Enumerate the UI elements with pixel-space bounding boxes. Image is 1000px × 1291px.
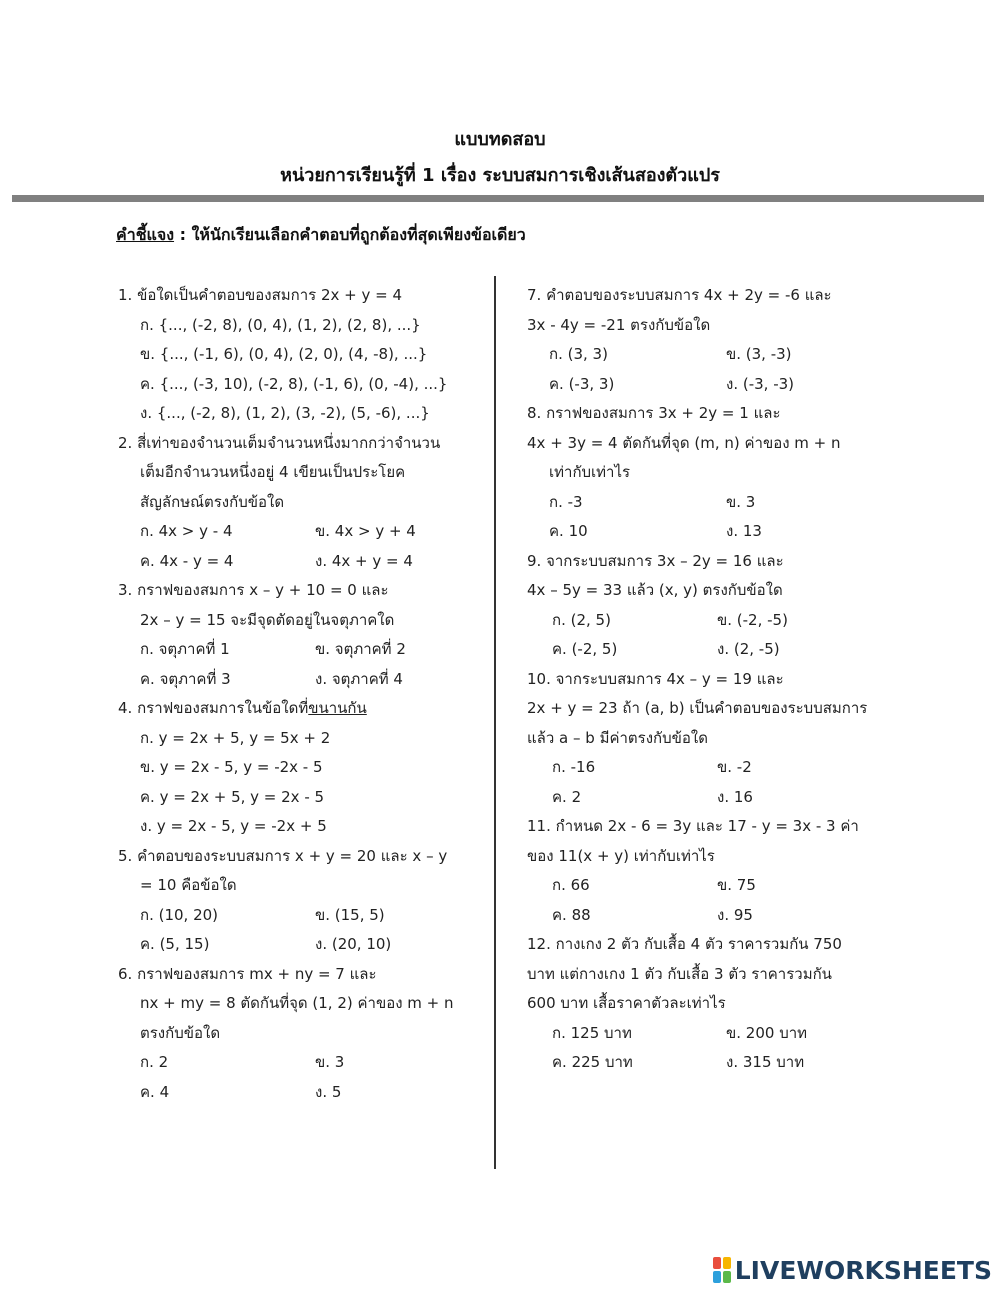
question-12-text: 12. กางเกง 2 ตัว กับเสื้อ 4 ตัว ราคารวมกัน 750: [527, 935, 842, 953]
question-2-option-d[interactable]: ง. 4x + y = 4: [315, 551, 413, 570]
question-10-text-cont: 2x + y = 23 ถ้า (a, b) เป็นคำตอบของระบบสมการ: [527, 699, 868, 717]
question-11-text: 11. กำหนด 2x - 6 = 3y และ 17 - y = 3x - 3 ค่า: [527, 817, 859, 835]
questions-right-column: [527, 281, 917, 1078]
instructions: [116, 223, 526, 248]
question-8-text: 8. กราฟของสมการ 3x + 2y = 1 และ: [527, 404, 781, 422]
question-4-option-c[interactable]: ค. y = 2x + 5, y = 2x - 5: [140, 787, 325, 806]
question-6-text: 6. กราฟของสมการ mx + ny = 7 และ: [118, 964, 377, 983]
question-3-option-c[interactable]: ค. จตุภาคที่ 3: [140, 669, 231, 688]
question-10-text-cont: แล้ว a – b มีค่าตรงกับข้อใด: [527, 728, 708, 747]
question-12-text-cont: บาท แต่กางเกง 1 ตัว กับเสื้อ 3 ตัว ราคารวมกัน: [527, 964, 832, 983]
liveworksheets-logo-icon: [713, 1257, 731, 1283]
question-9-text-cont: 4x – 5y = 33 แล้ว (x, y) ตรงกับข้อใด: [527, 581, 783, 599]
header-divider: [12, 195, 984, 202]
question-11-option-d[interactable]: ง. 95: [717, 905, 753, 924]
question-8-text-cont: เท่ากับเท่าไร: [549, 463, 631, 481]
question-12-option-d[interactable]: ง. 315 บาท: [726, 1053, 805, 1071]
question-8-option-d[interactable]: ง. 13: [726, 522, 762, 540]
question-3-option-d[interactable]: ง. จตุภาคที่ 4: [315, 669, 403, 688]
question-9-option-a[interactable]: ก. (2, 5): [552, 610, 611, 629]
question-2-option-a[interactable]: ก. 4x > y - 4: [140, 522, 233, 540]
question-2-text: 2. สี่เท่าของจำนวนเต็มจำนวนหนึ่งมากกว่าจำนวน: [118, 433, 441, 452]
question-5-option-a[interactable]: ก. (10, 20): [140, 905, 219, 924]
page-title: แบบทดสอบ: [454, 129, 546, 150]
question-4-text-main: 4. กราฟของสมการในข้อใดที่: [118, 699, 309, 717]
question-12-option-b[interactable]: ข. 200 บาท: [726, 1023, 808, 1042]
question-1-option-d[interactable]: ง. {..., (-2, 8), (1, 2), (3, -2), (5, -6), ...}: [140, 404, 430, 422]
question-12-option-a[interactable]: ก. 125 บาท: [552, 1023, 632, 1042]
question-8-option-b[interactable]: ข. 3: [726, 492, 756, 511]
question-7-option-a[interactable]: ก. (3, 3): [549, 345, 608, 363]
question-6-option-d[interactable]: ง. 5: [315, 1082, 342, 1101]
question-9-option-b[interactable]: ข. (-2, -5): [717, 610, 788, 629]
question-6-option-a[interactable]: ก. 2: [140, 1053, 169, 1071]
question-10-option-d[interactable]: ง. 16: [717, 787, 753, 806]
column-divider: [494, 276, 496, 1169]
question-8-option-c[interactable]: ค. 10: [549, 522, 588, 540]
question-4-option-a[interactable]: ก. y = 2x + 5, y = 5x + 2: [140, 728, 331, 747]
question-10-option-a[interactable]: ก. -16: [552, 758, 596, 776]
question-5-option-c[interactable]: ค. (5, 15): [140, 935, 210, 953]
question-1-option-b[interactable]: ข. {..., (-1, 6), (0, 4), (2, 0), (4, -8), ...}: [140, 345, 428, 363]
question-7-option-c[interactable]: ค. (-3, 3): [549, 374, 615, 393]
question-9-option-c[interactable]: ค. (-2, 5): [552, 640, 618, 658]
question-7-text-cont: 3x - 4y = -21 ตรงกับข้อใด: [527, 315, 711, 334]
liveworksheets-logo-text: LIVEWORKSHEETS: [734, 1255, 992, 1285]
question-11-text-cont: ของ 11(x + y) เท่ากับเท่าไร: [527, 846, 715, 865]
question-3-text-cont: 2x – y = 15 จะมีจุดตัดอยู่ในจตุภาคใด: [140, 610, 395, 629]
question-1-option-a[interactable]: ก. {..., (-2, 8), (0, 4), (1, 2), (2, 8), ...}: [140, 315, 421, 334]
question-5-option-b[interactable]: ข. (15, 5): [315, 905, 385, 924]
question-6-option-b[interactable]: ข. 3: [315, 1053, 345, 1071]
question-11-option-a[interactable]: ก. 66: [552, 876, 590, 894]
question-5-text: 5. คำตอบของระบบสมการ x + y = 20 และ x – y: [118, 846, 448, 865]
question-3-option-a[interactable]: ก. จตุภาคที่ 1: [140, 640, 230, 658]
question-10-text: 10. จากระบบสมการ 4x – y = 19 และ: [527, 669, 784, 688]
question-9-option-d[interactable]: ง. (2, -5): [717, 640, 780, 658]
question-7-option-d[interactable]: ง. (-3, -3): [726, 374, 795, 393]
question-4-text: [118, 694, 478, 724]
question-10-option-c[interactable]: ค. 2: [552, 787, 582, 806]
question-5-option-d[interactable]: ง. (20, 10): [315, 935, 392, 953]
question-11-option-c[interactable]: ค. 88: [552, 905, 591, 924]
instructions-label: คำชี้แจง: [116, 225, 175, 244]
question-8-option-a[interactable]: ก. -3: [549, 492, 583, 511]
question-4-option-d[interactable]: ง. y = 2x - 5, y = -2x + 5: [140, 817, 327, 835]
question-1-option-c[interactable]: ค. {..., (-3, 10), (-2, 8), (-1, 6), (0, -4), ...}: [140, 374, 448, 393]
question-7-text: 7. คำตอบของระบบสมการ 4x + 2y = -6 และ: [527, 286, 832, 304]
instructions-text: : ให้นักเรียนเลือกคำตอบที่ถูกต้องที่สุดเพียงข้อเดียว: [174, 225, 526, 244]
question-7-option-b[interactable]: ข. (3, -3): [726, 345, 792, 363]
question-2-option-b[interactable]: ข. 4x > y + 4: [315, 522, 416, 540]
questions-left-column: [118, 281, 478, 1107]
question-6-text-cont: ตรงกับข้อใด: [140, 1023, 221, 1042]
question-11-option-b[interactable]: ข. 75: [717, 876, 756, 894]
question-12-text-cont: 600 บาท เสื้อราคาตัวละเท่าไร: [527, 994, 726, 1012]
question-6-option-c[interactable]: ค. 4: [140, 1082, 170, 1101]
question-1-text: 1. ข้อใดเป็นคำตอบของสมการ 2x + y = 4: [118, 286, 403, 304]
question-3-option-b[interactable]: ข. จตุภาคที่ 2: [315, 640, 406, 658]
question-12-option-c[interactable]: ค. 225 บาท: [552, 1053, 633, 1071]
question-3-text: 3. กราฟของสมการ x – y + 10 = 0 และ: [118, 581, 389, 599]
question-10-option-b[interactable]: ข. -2: [717, 758, 752, 776]
question-5-text-cont: = 10 คือข้อใด: [140, 876, 237, 894]
question-8-text-cont: 4x + 3y = 4 ตัดกันที่จุด (m, n) ค่าของ m + n: [527, 433, 841, 452]
question-2-text-cont: สัญลักษณ์ตรงกับข้อใด: [140, 492, 285, 511]
question-6-text-cont: nx + my = 8 ตัดกันที่จุด (1, 2) ค่าของ m + n: [140, 994, 454, 1012]
question-2-option-c[interactable]: ค. 4x - y = 4: [140, 551, 234, 570]
question-9-text: 9. จากระบบสมการ 3x – 2y = 16 และ: [527, 551, 784, 570]
page-subtitle: หน่วยการเรียนรู้ที่ 1 เรื่อง ระบบสมการเชิงเส้นสองตัวแปร: [280, 165, 720, 186]
question-2-text-cont: เต็มอีกจำนวนหนึ่งอยู่ 4 เขียนเป็นประโยค: [140, 463, 406, 481]
question-4-emphasis: ขนานกัน: [308, 699, 367, 717]
liveworksheets-brand[interactable]: [713, 1256, 992, 1284]
question-4-option-b[interactable]: ข. y = 2x - 5, y = -2x - 5: [140, 758, 323, 776]
